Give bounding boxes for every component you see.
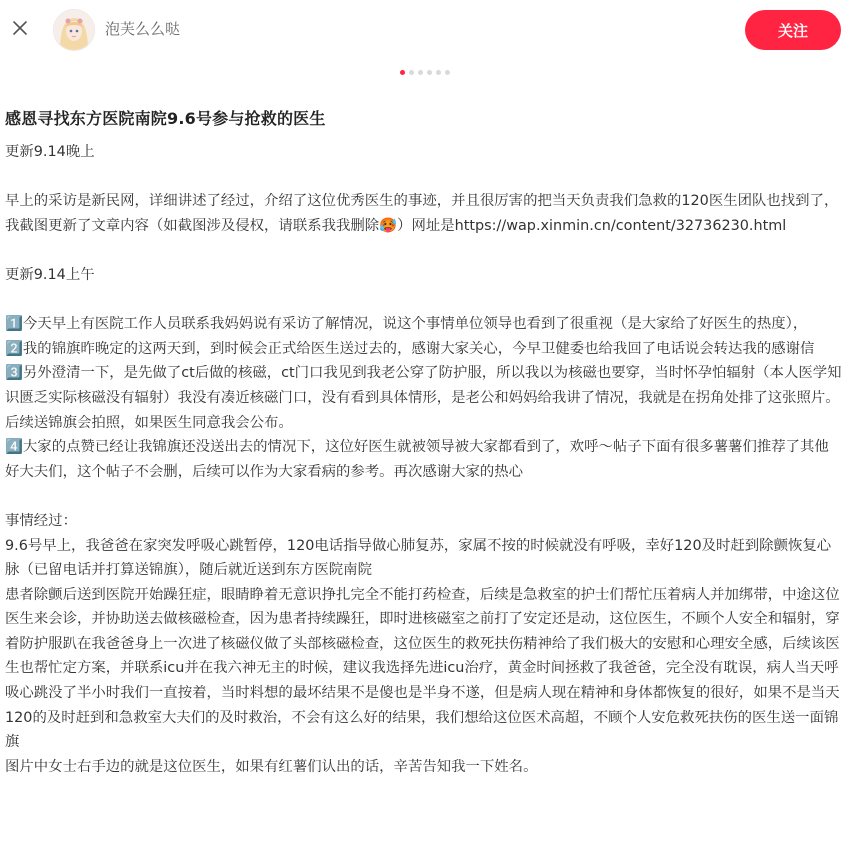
- carousel-dot-1[interactable]: [400, 70, 405, 75]
- carousel-dot-5[interactable]: [436, 70, 441, 75]
- note-content: [5, 108, 843, 779]
- author-name[interactable]: 泡芙么么哒: [105, 20, 181, 38]
- note-body: 更新9.14晚上 早上的采访是新民网，详细讲述了经过，介绍了这位优秀医生的事迹，并且很厉害的把当天负责我们急救的120医生团队也找到了，我截图更新了文章内容（如截图涉及侵权，请联系我我删除🥵）网址是https://wap.xinmin.cn/content/32736230.html 更新9.14上午 1️⃣今天早上有医院工作人员联系我妈妈说有采访了解情况，说这个事情单位领导也看到了很重视（是大家给了好医生的热度）， 2️⃣我的锦旗昨晚定的这两天到，到时候会正式给医生送过去的，感谢大家关心，今早卫健委也给我回了电话说会转达我的感谢信 3️⃣另外澄清一下，是先做了ct后做的核磁，ct门口我见到我老公穿了防护服，所以我以为核磁也要穿，当时怀孕怕辐射（本人医学知识匮乏实际核磁没有辐射）我没有凑近核磁门口，没有看到具体情形，是老公和妈妈给我讲了情况，我就是在拐角处排了这张照片。后续送锦旗会拍照，如果医生同意我会公布。 4️⃣大家的点赞已经让我锦旗还没送出去的情况下，这位好医生就被领导被大家都看到了，欢呼～帖子下面有很多薯薯们推荐了其他好大夫们，这个帖子不会删，后续可以作为大家看病的参考。再次感谢大家的热心 事情经过： 9.6号早上，我爸爸在家突发呼吸心跳暂停，120电话指导做心肺复苏，家属不按的时候就没有呼吸，幸好120及时赶到除颤恢复心脉（已留电话并打算送锦旗），随后就近送到东方医院南院 患者除颤后送到医院开始躁狂症，眼睛睁着无意识挣扎完全不能打药检查，后续是急救室的护士们帮忙压着病人并加绑带，中途这位医生来会诊，并协助送去做核磁检查，因为患者持续躁狂，即时进核磁室之前打了安定还是动，这位医生，不顾个人安全和辐射，穿着防护服趴在我爸爸身上一次进了核磁仪做了头部核磁检查，这位医生的救死扶伤精神给了我们极大的安慰和心理安全感，后续该医生也帮忙定方案，并联系icu并在我六神无主的时候，建议我选择先进icu治疗，黄金时间拯救了我爸爸，完全没有耽误，病人当天呼吸心跳没了半小时我们一直按着，当时料想的最坏结果不是傻也是半身不遂，但是病人现在精神和身体都恢复的很好，如果不是当天120的及时赶到和急救室大夫们的及时救治，不会有这么好的结果，我们想给这位医术高超，不顾个人安危救死扶伤的医生送一面锦旗 图片中女士右手边的就是这位医生，如果有红薯们认出的话，辛苦告知我一下姓名。: [5, 144, 842, 775]
- follow-button[interactable]: 关注: [745, 10, 841, 50]
- note-title: 感恩寻找东方医院南院9.6号参与抢救的医生: [5, 109, 326, 128]
- avatar-image: [54, 10, 94, 50]
- carousel-dot-6[interactable]: [445, 70, 450, 75]
- carousel-dot-2[interactable]: [409, 70, 414, 75]
- image-carousel-indicator: [0, 70, 849, 78]
- avatar[interactable]: [53, 9, 95, 51]
- carousel-dot-3[interactable]: [418, 70, 423, 75]
- note-header: [0, 0, 849, 62]
- close-button[interactable]: [8, 16, 32, 40]
- carousel-dot-4[interactable]: [427, 70, 432, 75]
- close-icon: [12, 20, 28, 36]
